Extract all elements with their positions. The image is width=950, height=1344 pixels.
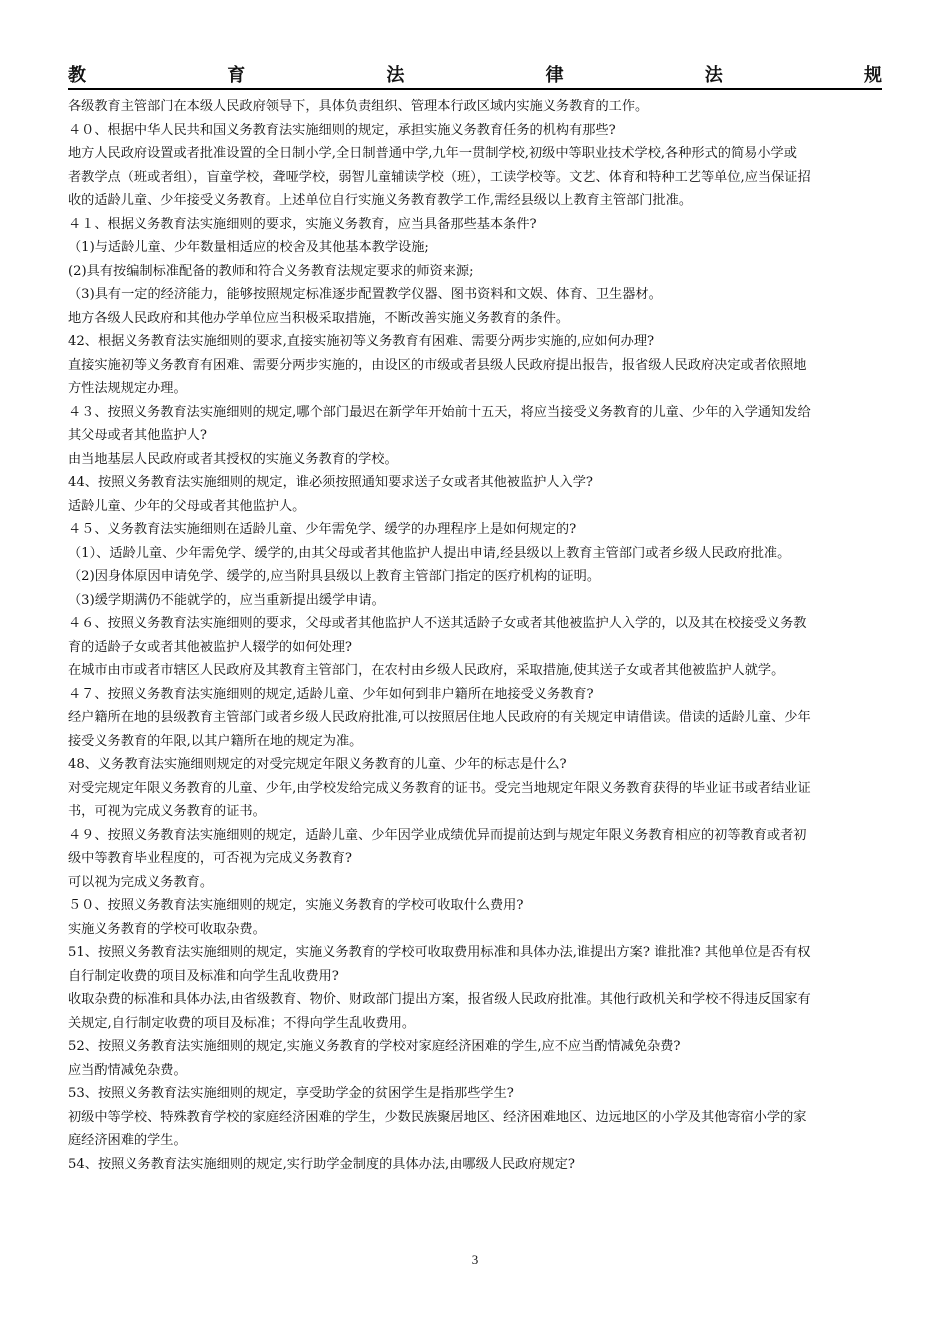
document-page [68,60,882,1176]
text-line: 庭经济困难的学生。 [68,1133,187,1148]
text-line: 52、按照义务教育法实施细则的规定,实施义务教育的学校对家庭经济困难的学生,应不应当酌情减免杂费? [68,1039,681,1054]
header-char: 法 [704,65,723,86]
text-line: （1）、适龄儿童、少年需免学、缓学的,由其父母或者其他监护人提出申请,经县级以上教育主管部门或者乡级人民政府批准。 [68,545,791,561]
text-line: 48、义务教育法实施细则规定的对受完规定年限义务教育的儿童、少年的标志是什么? [68,757,567,772]
text-line: ４９、按照义务教育法实施细则的规定，适龄儿童、少年因学业成绩优异而提前达到与规定年限义务教育相应的初等教育或者初 [68,827,807,843]
text-line: ４３、按照义务教育法实施细则的规定,哪个部门最迟在新学年开始前十五天，将应当接受义务教育的儿童、少年的入学通知发给 [68,404,811,420]
text-line: 54、按照义务教育法实施细则的规定,实行助学金制度的具体办法,由哪级人民政府规定? [68,1156,575,1172]
page-header [68,60,882,90]
text-line: （1)与适龄儿童、少年数量相适应的校舍及其他基本教学设施; [68,240,429,255]
text-line: 经户籍所在地的县级教育主管部门或者乡级人民政府批准,可以按照居住地人民政府的有关规定申请借读。借读的适龄儿童、少年 [68,710,811,725]
text-line: ４０、根据中华人民共和国义务教育法实施细则的规定，承担实施义务教育任务的机构有那些? [68,122,616,138]
text-line: 直接实施初等义务教育有困难、需要分两步实施的，由设区的市级或者县级人民政府提出报告，报省级人民政府决定或者依照地 [68,357,807,373]
text-line: 者教学点（班或者组），盲童学校，聋哑学校，弱智儿童辅读学校（班），工读学校等。文艺、体育和特种工艺等单位,应当保证招 [68,169,811,185]
text-line: 由当地基层人民政府或者其授权的实施义务教育的学校。 [68,451,398,467]
text-line: 初级中等学校、特殊教育学校的家庭经济困难的学生，少数民族聚居地区、经济困难地区、边远地区的小学及其他寄宿小学的家 [68,1109,807,1125]
text-line: 可以视为完成义务教育。 [68,874,214,890]
text-line: 级中等教育毕业程度的，可否视为完成义务教育? [68,851,353,866]
text-line: 接受义务教育的年限,以其户籍所在地的规定为准。 [68,733,363,749]
text-line: （3)具有一定的经济能力，能够按照规定标准逐步配置教学仪器、图书资料和文娱、体育、卫生器材。 [68,287,662,302]
text-line: 方性法规规定办理。 [68,381,187,396]
text-line: 对受完规定年限义务教育的儿童、少年,由学校发给完成义务教育的证书。受完当地规定年限义务教育获得的毕业证书或者结业证 [68,780,811,796]
text-line: 51、按照义务教育法实施细则的规定，实施义务教育的学校可收取费用标准和具体办法,谁提出方案? 谁批准? 其他单位是否有权 [68,945,811,960]
document-body [68,95,882,1176]
text-line: （2)因身体原因申请免学、缓学的,应当附具县级以上教育主管部门指定的医疗机构的证明。 [68,569,601,584]
page-number: 3 [471,1252,479,1267]
header-char: 教 [68,65,86,86]
text-line: 各级教育主管部门在本级人民政府领导下，具体负责组织、管理本行政区域内实施义务教育的工作。 [68,99,649,114]
text-line: ４６、按照义务教育法实施细则的要求，父母或者其他监护人不送其适龄子女或者其他被监护人入学的，以及其在校接受义务教 [68,616,807,631]
text-line: 44、按照义务教育法实施细则的规定，谁必须按照通知要求送子女或者其他被监护人入学? [68,475,593,490]
text-line: 53、按照义务教育法实施细则的规定，享受助学金的贫困学生是指那些学生? [68,1086,514,1101]
text-line: ４１、根据义务教育法实施细则的要求，实施义务教育，应当具备那些基本条件? [68,216,537,232]
header-char: 法 [386,65,405,86]
text-line: 关规定,自行制定收费的项目及标准；不得向学生乱收费用。 [68,1015,416,1031]
text-line: ５０、按照义务教育法实施细则的规定，实施义务教育的学校可收取什么费用? [68,898,524,913]
header-char: 律 [545,65,564,86]
text-line: 42、根据义务教育法实施细则的要求,直接实施初等义务教育有困难、需要分两步实施的,应如何办理? [68,334,655,349]
header-char: 育 [227,65,246,86]
text-line: 收的适龄儿童、少年接受义务教育。上述单位自行实施义务教育教学工作,需经县级以上教育主管部门批准。 [68,193,693,208]
text-line: 应当酌情减免杂费。 [68,1062,187,1078]
text-line: 收取杂费的标准和具体办法,由省级教育、物价、财政部门提出方案，报省级人民政府批准。其他行政机关和学校不得违反国家有 [68,992,811,1007]
text-line: 地方人民政府设置或者批准设置的全日制小学,全日制普通中学,九年一贯制学校,初级中等职业技术学校,各种形式的简易小学或 [68,146,797,161]
text-line: ４７、按照义务教育法实施细则的规定,适龄儿童、少年如何到非户籍所在地接受义务教育? [68,686,594,702]
text-line: 育的适龄子女或者其他被监护人辍学的如何处理? [68,639,353,655]
text-line: （3)缓学期满仍不能就学的，应当重新提出缓学申请。 [68,592,385,608]
text-line: 适龄儿童、少年的父母或者其他监护人。 [68,498,306,514]
text-line: 实施义务教育的学校可收取杂费。 [68,921,266,937]
text-line: ４５、义务教育法实施细则在适龄儿童、少年需免学、缓学的办理程序上是如何规定的? [68,522,577,537]
text-line: 其父母或者其他监护人? [68,428,207,443]
header-char: 规 [863,65,882,86]
text-line: 在城市由市或者市辖区人民政府及其教育主管部门，在农村由乡级人民政府，采取措施,使其送子女或者其他被监护人就学。 [68,663,785,678]
text-line: 自行制定收费的项目及标准和向学生乱收费用? [68,968,339,984]
text-line: 地方各级人民政府和其他办学单位应当积极采取措施，不断改善实施义务教育的条件。 [68,310,570,326]
text-line: 书，可视为完成义务教育的证书。 [68,804,266,819]
text-line: (2)具有按编制标准配备的教师和符合义务教育法规定要求的师资来源; [68,263,474,279]
